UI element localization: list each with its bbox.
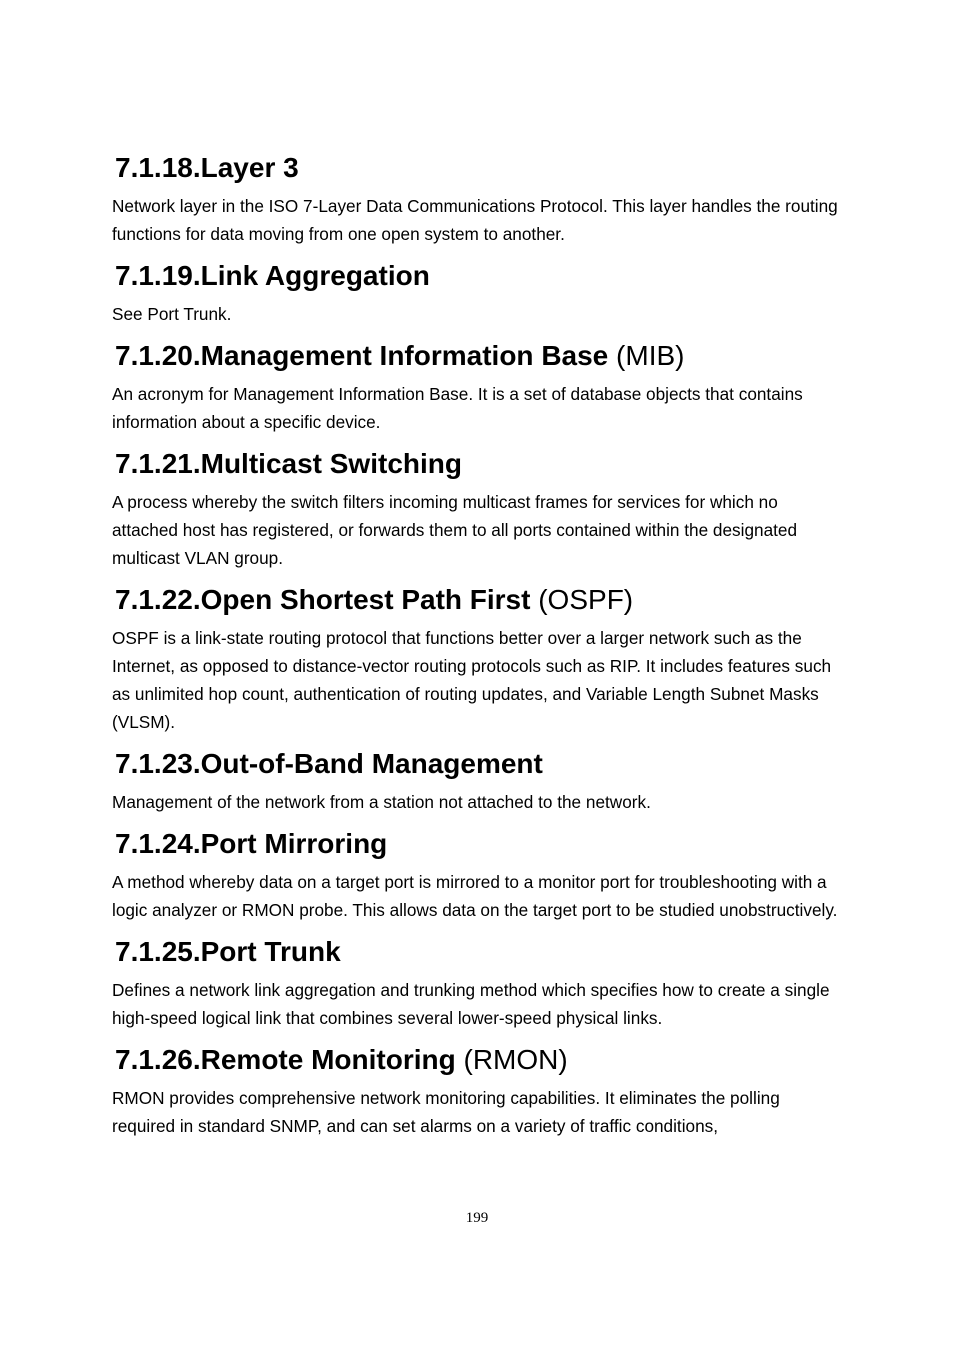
section-link-aggregation xyxy=(112,254,847,328)
section-body: Management of the network from a station not attached to the network. xyxy=(112,792,651,812)
section-remote-monitoring xyxy=(112,1038,847,1140)
section-port-trunk xyxy=(112,930,847,1032)
section-body: RMON provides comprehensive network monitoring capabilities. It eliminates the polling required in standard SNMP, and can set alarms on a variety of traffic conditions, xyxy=(112,1088,780,1136)
section-title: 7.1.18.Layer 3 xyxy=(115,152,299,183)
section-ospf xyxy=(112,578,847,736)
section-body: Network layer in the ISO 7-Layer Data Communications Protocol. This layer handles the routing functions for data moving from one open system to another. xyxy=(112,196,838,244)
section-title: 7.1.26.Remote Monitoring xyxy=(115,1044,456,1075)
section-layer-3 xyxy=(112,146,847,248)
section-heading xyxy=(115,442,847,486)
section-body: Defines a network link aggregation and trunking method which specifies how to create a single high-speed logical link that combines several lower-speed physical links. xyxy=(112,980,830,1028)
section-multicast-switching xyxy=(112,442,847,572)
section-body: See Port Trunk. xyxy=(112,304,232,324)
section-heading xyxy=(115,742,847,786)
section-out-of-band-management xyxy=(112,742,847,816)
section-title: 7.1.20.Management Information Base xyxy=(115,340,609,371)
section-title: 7.1.25.Port Trunk xyxy=(115,936,341,967)
section-abbreviation: (OSPF) xyxy=(538,584,634,615)
section-body: OSPF is a link-state routing protocol that functions better over a larger network such as the Internet, as opposed to distance-vector routing protocols such as RIP. It includes features such as unlimited hop count, authentication of routing updates, and Variable Length Subnet Masks (VLSM). xyxy=(112,628,832,732)
section-body: A process whereby the switch filters incoming multicast frames for services for which no attached host has registered, or forwards them to all ports contained within the designated multicast VLAN group. xyxy=(112,492,798,568)
section-heading xyxy=(115,254,847,298)
section-heading xyxy=(115,822,847,866)
section-heading xyxy=(115,930,847,974)
section-body: A method whereby data on a target port is mirrored to a monitor port for troubleshooting with a logic analyzer or RMON probe. This allows data on the target port to be studied unobstructively. xyxy=(112,872,838,920)
page-content xyxy=(112,146,847,1146)
section-title: 7.1.19.Link Aggregation xyxy=(115,260,430,291)
section-port-mirroring xyxy=(112,822,847,924)
section-heading xyxy=(115,1038,847,1082)
page-number: 199 xyxy=(465,1210,489,1226)
section-body: An acronym for Management Information Base. It is a set of database objects that contains information about a specific device. xyxy=(112,384,803,432)
section-title: 7.1.23.Out-of-Band Management xyxy=(115,748,543,779)
section-heading xyxy=(115,578,847,622)
section-abbreviation: (RMON) xyxy=(463,1044,568,1075)
section-heading xyxy=(115,334,847,378)
section-mib xyxy=(112,334,847,436)
section-heading xyxy=(115,146,847,190)
section-title: 7.1.22.Open Shortest Path First xyxy=(115,584,531,615)
section-title: 7.1.21.Multicast Switching xyxy=(115,448,462,479)
section-title: 7.1.24.Port Mirroring xyxy=(115,828,388,859)
section-abbreviation: (MIB) xyxy=(616,340,685,371)
